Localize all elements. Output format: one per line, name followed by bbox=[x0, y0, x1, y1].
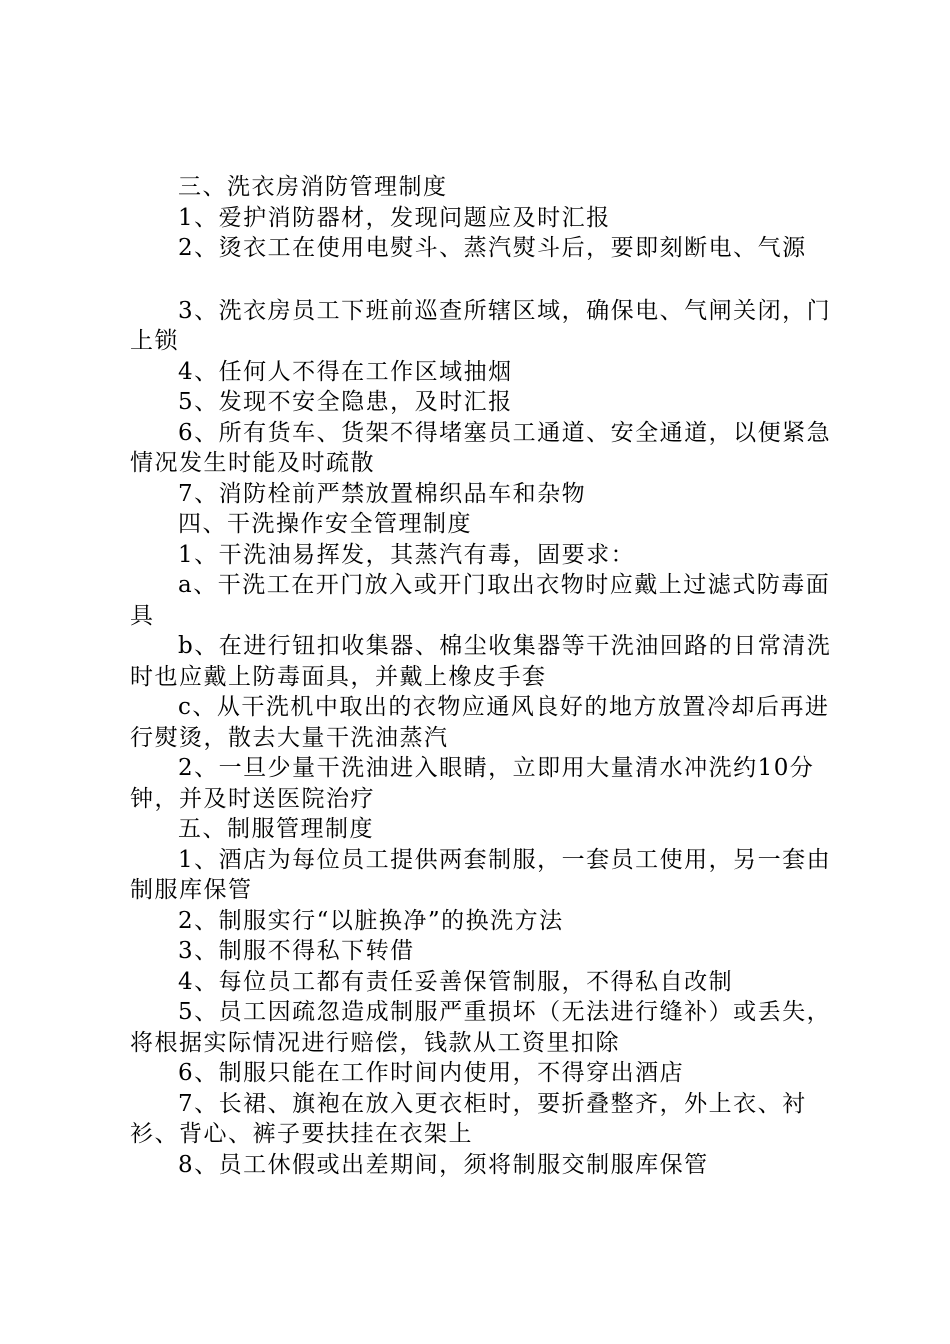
paragraph: 5、员工因疏忽造成制服严重损坏（无法进行缝补）或丢失，将根据实际情况进行赔偿，钱款从工资里扣除 bbox=[130, 999, 832, 1056]
paragraph: 5、发现不安全隐患，及时汇报 bbox=[178, 389, 513, 415]
paragraph: 2、烫衣工在使用电熨斗、蒸汽熨斗后，要即刻断电、气源 bbox=[178, 235, 807, 261]
section-heading-uniform: 五、制服管理制度 bbox=[178, 816, 374, 842]
paragraph: 4、每位员工都有责任妥善保管制服，不得私自改制 bbox=[178, 968, 734, 995]
paragraph: 1、干洗油易挥发，其蒸汽有毒，固要求： bbox=[178, 541, 636, 568]
paragraph: b、在进行钮扣收集器、棉尘收集器等干洗油回路的日常清洗时也应戴上防毒面具，并戴上橡皮手套 bbox=[130, 633, 832, 690]
blank-line bbox=[130, 264, 832, 296]
paragraph: 2、制服实行“以脏换净”的换洗方法 bbox=[178, 907, 564, 934]
paragraph: c、从干洗机中取出的衣物应通风良好的地方放置冷却后再进行熨烫，散去大量干洗油蒸汽 bbox=[130, 694, 830, 751]
paragraph: 6、制服只能在工作时间内使用，不得穿出酒店 bbox=[178, 1060, 685, 1086]
paragraph: 7、消防栓前严禁放置棉织品车和杂物 bbox=[178, 480, 587, 507]
paragraph: 1、爱护消防器材，发现问题应及时汇报 bbox=[178, 204, 611, 231]
paragraph: 2、一旦少量干洗油进入眼睛，立即用大量清水冲洗约10分钟，并及时送医院治疗 bbox=[130, 755, 815, 812]
paragraph: 7、长裙、旗袍在放入更衣柜时，要折叠整齐，外上衣、衬衫、背心、裤子要扶挂在衣架上 bbox=[130, 1090, 807, 1147]
paragraph: 1、酒店为每位员工提供两套制服，一套员工使用，另一套由制服库保管 bbox=[130, 846, 832, 903]
document-body bbox=[130, 172, 832, 1180]
paragraph: 3、洗衣房员工下班前巡查所辖区域，确保电、气闸关闭，门上锁 bbox=[130, 297, 832, 354]
paragraph: 8、员工休假或出差期间，须将制服交制服库保管 bbox=[178, 1151, 709, 1178]
section-heading-dry-cleaning: 四、干洗操作安全管理制度 bbox=[178, 511, 472, 537]
paragraph: 6、所有货车、货架不得堵塞员工通道、安全通道，以便紧急情况发生时能及时疏散 bbox=[130, 419, 832, 476]
paragraph: 3、制服不得私下转借 bbox=[178, 938, 415, 964]
paragraph: 4、任何人不得在工作区域抽烟 bbox=[178, 358, 513, 385]
section-heading-laundry-fire: 三、洗衣房消防管理制度 bbox=[178, 174, 448, 200]
paragraph: a、干洗工在开门放入或开门取出衣物时应戴上过滤式防毒面具 bbox=[130, 572, 831, 629]
